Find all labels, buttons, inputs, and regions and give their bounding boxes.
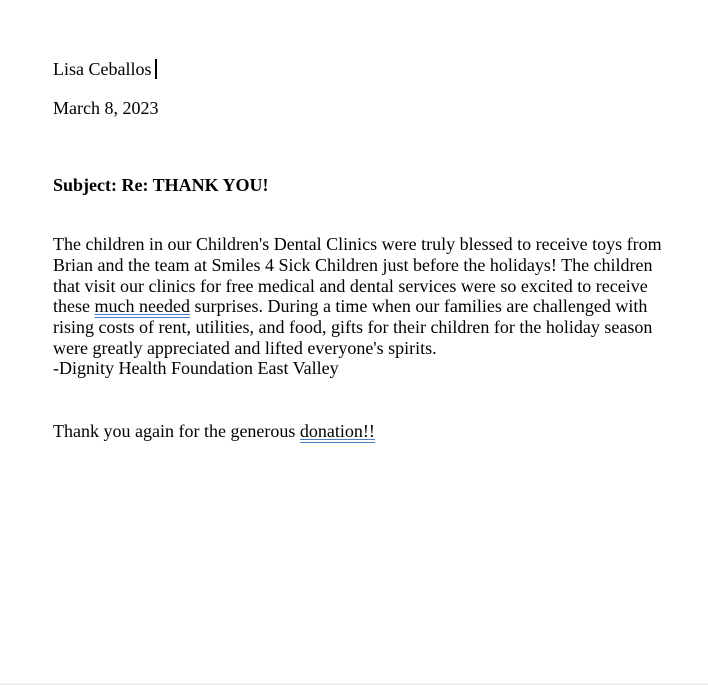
grammar-marked-text[interactable]: donation!! xyxy=(299,421,375,441)
body-line: were greatly appreciated and lifted everyone's spirits. xyxy=(53,337,437,358)
body-text: surprises. During a time when our families are challenged with xyxy=(189,296,648,317)
grammar-marked-text[interactable]: much needed xyxy=(94,296,190,317)
body-line: rising costs of rent, utilities, and food, gifts for their children for the holiday season xyxy=(53,317,653,338)
letter-date: March 8, 2023 xyxy=(53,98,159,118)
body-line xyxy=(53,296,673,317)
author-name: Lisa Ceballos xyxy=(53,59,152,79)
body-line: The children in our Children's Dental Clinics were truly blessed to receive toys from xyxy=(53,234,662,254)
body-text: these xyxy=(53,296,95,317)
closing-text: Thank you again for the generous xyxy=(53,421,300,441)
body-line: that visit our clinics for free medical and dental services were so excited to receive xyxy=(53,275,648,296)
subject-line: Subject: Re: THANK YOU! xyxy=(53,175,269,195)
body-line: Brian and the team at Smiles 4 Sick Children just before the holidays! The children xyxy=(53,254,653,275)
closing-line xyxy=(53,421,375,442)
text-cursor xyxy=(155,59,157,79)
author-line[interactable] xyxy=(53,59,157,80)
body-paragraph xyxy=(53,234,673,359)
signature-line: -Dignity Health Foundation East Valley xyxy=(53,358,339,378)
